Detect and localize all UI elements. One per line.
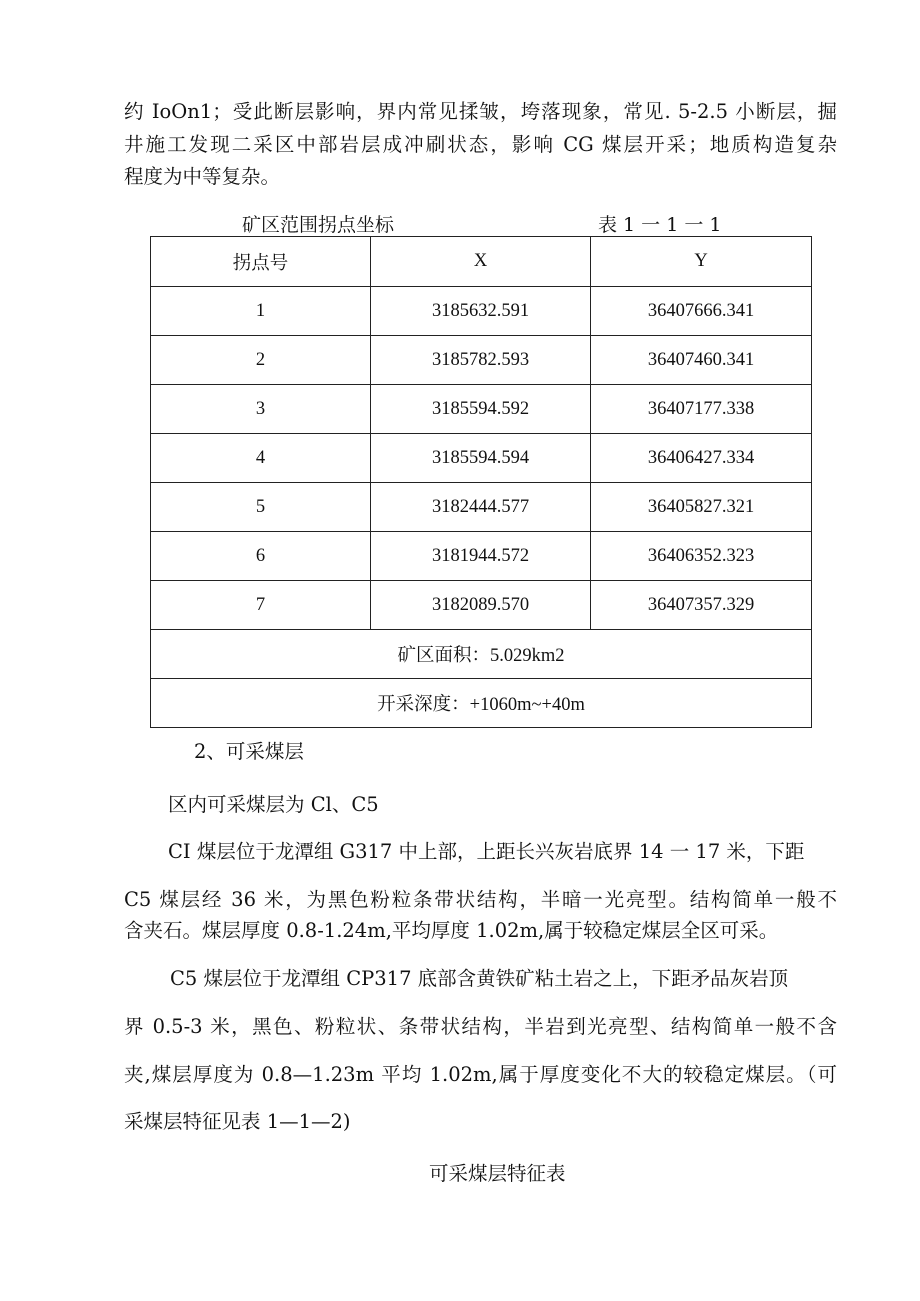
- coordinates-table: [150, 236, 812, 728]
- para-2-line-3: 含夹石。煤层厚度 0.8-1.24m,平均厚度 1.02m,属于较稳定煤层全区可采。: [124, 919, 779, 942]
- table-header-row: [151, 237, 812, 287]
- table-area-row: [151, 630, 812, 679]
- header-y: Y: [591, 237, 812, 287]
- header-point-no: 拐点号: [151, 237, 371, 287]
- cell-x: 3185594.592: [371, 385, 591, 434]
- cell-x: 3181944.572: [371, 532, 591, 581]
- para-3-line-4: 采煤层特征见表 1—1—2): [124, 1110, 351, 1133]
- table1-number: 表 1 一 1 一 1: [598, 214, 722, 236]
- cell-x: 3185632.591: [371, 287, 591, 336]
- cell-x: 3182444.577: [371, 483, 591, 532]
- intro-line-1: 约 IoOn1；受此断层影响，界内常见揉皱，垮落现象，常见. 5-2.5 小断层，掘: [124, 100, 837, 123]
- cell-point-no: 3: [151, 385, 371, 434]
- cell-y: 36406352.323: [591, 532, 812, 581]
- para-3-line-3: 夹,煤层厚度为 0.8—1.23m 平均 1.02m,属于厚度变化不大的较稳定煤层。（可: [124, 1063, 837, 1086]
- mine-area: 矿区面积：5.029km2: [151, 630, 812, 679]
- para-2-line-1: CI 煤层位于龙潭组 G317 中上部，上距长兴灰岩底界 14 一 17 米，下距: [168, 840, 805, 863]
- section-heading: 2、可采煤层: [194, 740, 304, 763]
- cell-y: 36405827.321: [591, 483, 812, 532]
- header-x: X: [371, 237, 591, 287]
- para-3-line-1: C5 煤层位于龙潭组 CP317 底部含黄铁矿粘土岩之上，下距矛品灰岩顶: [170, 967, 789, 990]
- cell-point-no: 6: [151, 532, 371, 581]
- mining-depth: 开采深度：+1060m~+40m: [151, 679, 812, 728]
- table-row: [151, 287, 812, 336]
- cell-y: 36406427.334: [591, 434, 812, 483]
- table-row: [151, 385, 812, 434]
- table-row: [151, 434, 812, 483]
- table-depth-row: [151, 679, 812, 728]
- table-row: [151, 483, 812, 532]
- cell-x: 3185594.594: [371, 434, 591, 483]
- cell-point-no: 5: [151, 483, 371, 532]
- cell-y: 36407460.341: [591, 336, 812, 385]
- cell-point-no: 7: [151, 581, 371, 630]
- cell-point-no: 2: [151, 336, 371, 385]
- cell-point-no: 4: [151, 434, 371, 483]
- cell-y: 36407357.329: [591, 581, 812, 630]
- para-1: 区内可采煤层为 Cl、C5: [168, 793, 379, 816]
- cell-y: 36407666.341: [591, 287, 812, 336]
- table1-caption: 矿区范围拐点坐标: [242, 214, 395, 236]
- table-row: [151, 581, 812, 630]
- intro-line-2: 井施工发现二采区中部岩层成冲刷状态，影响 CG 煤层开采；地质构造复杂: [124, 133, 837, 156]
- cell-point-no: 1: [151, 287, 371, 336]
- para-2-line-2: C5 煤层经 36 米，为黑色粉粒条带状结构，半暗一光亮型。结构简单一般不: [124, 888, 837, 911]
- table-row: [151, 532, 812, 581]
- para-3-line-2: 界 0.5-3 米，黑色、粉粒状、条带状结构，半岩到光亮型、结构简单一般不含: [124, 1015, 837, 1038]
- table-row: [151, 336, 812, 385]
- table2-title: 可采煤层特征表: [429, 1162, 566, 1185]
- cell-x: 3185782.593: [371, 336, 591, 385]
- cell-y: 36407177.338: [591, 385, 812, 434]
- intro-line-3: 程度为中等复杂。: [124, 165, 281, 188]
- cell-x: 3182089.570: [371, 581, 591, 630]
